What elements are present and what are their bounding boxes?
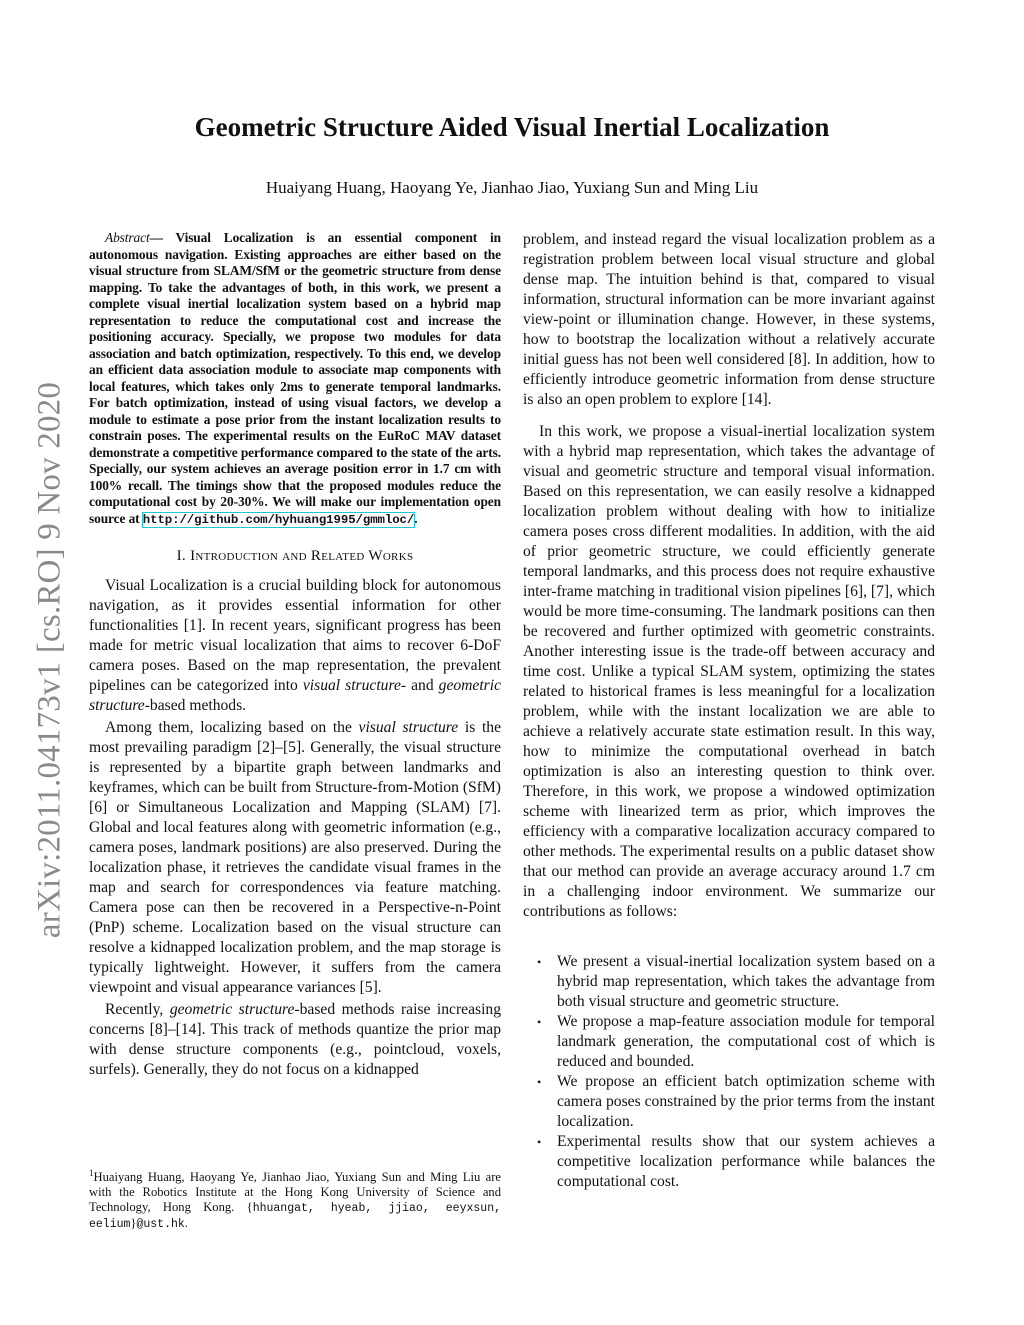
abstract: [89, 230, 501, 528]
bullet-icon: •: [537, 955, 542, 969]
repository-link[interactable]: http://github.com/hyhuang1995/gmmloc/: [142, 512, 415, 527]
paper-title: Geometric Structure Aided Visual Inertial Localization: [194, 112, 830, 142]
right-paragraph-2: In this work, we propose a visual-inertial localization system with a hybrid map representation, which takes the advantage of visual and geometric structure and temporal visual information. Based on this representation, we can easily resolve a kidnapped localization problem without dealing with how to initialize camera poses cross different modalities. In addition, with the aid of prior geometric structure, we could efficiently generate temporal landmarks, and this process does not require exhaustive inter-frame matching in traditional vision pipelines [6], [7], which would be more time-consuming. The landmark positions can then be recovered and further optimized with geometric constraints. Another interesting issue is the trade-off between accuracy and time cost. Unlike a typical SLAM system, optimizing the states related to historical frames is less meaningful for a localization problem, while with the instant localization we are able to achieve a relatively accurate state estimation result. In this way, how to minimize the computational overhead in batch optimization is also an interesting question to think over. Therefore, in this work, we propose a windowed optimization scheme with linearized term as prior, which improves the efficiency with a comparative localization accuracy compared to other methods. The experimental results on a public dataset show that our method can provide an average accuracy around 1.7 cm in a challenging indoor environment. We summarize our contributions as follows:: [523, 423, 935, 920]
bullet-icon: •: [537, 1075, 542, 1089]
arxiv-stamp-text: arXiv:2011.04173v1 [cs.RO] 9 Nov 2020: [31, 381, 68, 939]
contribution-text: Experimental results show that our system achieves a competitive localization performance while balances the computational cost.: [557, 1133, 935, 1190]
intro-p3-emphasis: geometric structure: [169, 1001, 295, 1018]
footnote-text: Huaiyang Huang, Haoyang Ye, Jianhao Jiao, Yuxiang Sun and Ming Liu are with the Robotics Institute at the Hong Kong University of Science and Technology, Hong Kong.: [89, 1170, 501, 1215]
author-list: Huaiyang Huang, Haoyang Ye, Jianhao Jiao, Yuxiang Sun and Ming Liu: [265, 178, 759, 197]
abstract-end: .: [414, 510, 418, 526]
intro-p1-text-c: -based methods.: [144, 697, 247, 714]
footnote-mark: 1: [89, 1168, 94, 1178]
intro-paragraph-1: [89, 576, 501, 716]
section-heading: [89, 546, 501, 566]
right-column: [523, 230, 935, 1192]
section-number: I.: [176, 548, 186, 564]
list-item: [523, 1132, 935, 1192]
intro-p3-text-a: Recently,: [105, 1001, 170, 1018]
affiliation-footnote: [89, 1166, 501, 1232]
footnote-domain: @ust.hk: [136, 1218, 185, 1232]
intro-p2-text-b: is the most prevailing paradigm [2]–[5]. Generally, the visual structure is represented by a bipartite graph between landmarks and keyframes, which can be built from Structure-from-Motion (SfM) [6] or Simultaneous Localization and Mapping (SLAM) [7]. Global and local features along with geometric information (e.g., camera poses, landmark positions) are also preserved. During the localization phase, it retrieves the candidate visual frames in the map and search for correspondences via feature matching. Camera pose can then be recovered in a Perspective-n-Point (PnP) scheme. Localization based on the visual structure can resolve a kidnapped localization problem, and the map storage is typically lightweight. However, it suffers from the camera viewpoint and visual appearance variances [5].: [89, 719, 502, 996]
contribution-text: We propose an efficient batch optimization scheme with camera poses constrained by the prior terms from the instant localization.: [557, 1073, 935, 1130]
list-item: [523, 1012, 935, 1072]
intro-p1-text-a: Visual Localization is a crucial building block for autonomous navigation, as it provides essential information for other functionalities [1]. In recent years, significant progress has been made for metric visual localization that aims to recover 6-DoF camera poses. Based on the map representation, the prevalent pipelines can be categorized into: [89, 577, 501, 694]
list-item: [523, 1072, 935, 1132]
intro-p1-emphasis-2: geometric structure: [89, 677, 502, 714]
list-item: [523, 952, 935, 1012]
intro-paragraph-2: [89, 718, 501, 998]
intro-p1-text-b: - and: [400, 677, 439, 694]
abstract-text: — Visual Localization is an essential component in autonomous navigation. Existing approaches are either based on the visual structure from SLAM/SfM or the geometric structure from dense mapping. To take the advantages of both, in this work, we present a complete visual inertial localization system based on a hybrid map representation to reduce the computational cost and increase the positioning accuracy. Specially, we propose two modules for data association and batch optimization, respectively. To this end, we develop an efficient data association module to associate map components with local features, which takes only 2ms to generate temporal landmarks. For batch optimization, instead of using visual factors, we develop a module to estimate a pose prior from the instant localization results to constrain poses. The experimental results on the EuRoC MAV dataset demonstrate a competitive performance compared to the state of the arts. Specially, our system achieves an average position error in 1.7 cm with 100% recall. The timings show that the proposed modules reduce the computational cost by 20-30%. We will make our implementation open source at: [89, 230, 501, 526]
footnote-emails: hhuangat, hyeab, jjiao, eeyxsun, eelium: [89, 1202, 501, 1232]
footnote-brace-close: }: [130, 1216, 137, 1231]
footnote-brace-open: {: [246, 1200, 253, 1215]
intro-p2-text-a: Among them, localizing based on the: [105, 719, 359, 736]
contribution-list: [523, 952, 935, 1192]
contribution-text: We present a visual-inertial localization system based on a hybrid map representation, which takes the advantage from both visual structure and geometric structure.: [557, 953, 935, 1010]
arxiv-stamp: [26, 360, 74, 960]
intro-p1-emphasis-1: visual structure: [302, 677, 401, 694]
bullet-icon: •: [537, 1015, 542, 1029]
intro-p3-text-b: -based methods raise increasing concerns [8]–[14]. This track of methods quantize the prior map with dense structure components (e.g., pointcloud, voxels, surfels). Generally, they do not focus on a kidnapped: [89, 1001, 501, 1078]
intro-paragraph-3: [89, 1000, 501, 1080]
bullet-icon: •: [537, 1135, 542, 1149]
intro-p2-emphasis: visual structure: [358, 719, 459, 736]
abstract-label: Abstract: [105, 230, 150, 245]
contribution-text: We propose a map-feature association module for temporal landmark generation, the computational cost of which is reduced and bounded.: [557, 1013, 935, 1070]
right-paragraph-1: problem, and instead regard the visual localization problem as a registration problem between local visual structure and global dense map. The intuition behind is that, compared to visual information, structural information can be more invariant against view-point or illumination change. However, in these systems, how to bootstrap the localization without a relatively accurate initial guess has not been well considered [8]. In addition, how to efficiently introduce geometric information from dense structure is also an open problem to explore [14].: [523, 231, 935, 408]
section-title: Introduction and Related Works: [190, 548, 414, 564]
left-column: [89, 230, 501, 1080]
footnote-end: .: [184, 1216, 188, 1231]
